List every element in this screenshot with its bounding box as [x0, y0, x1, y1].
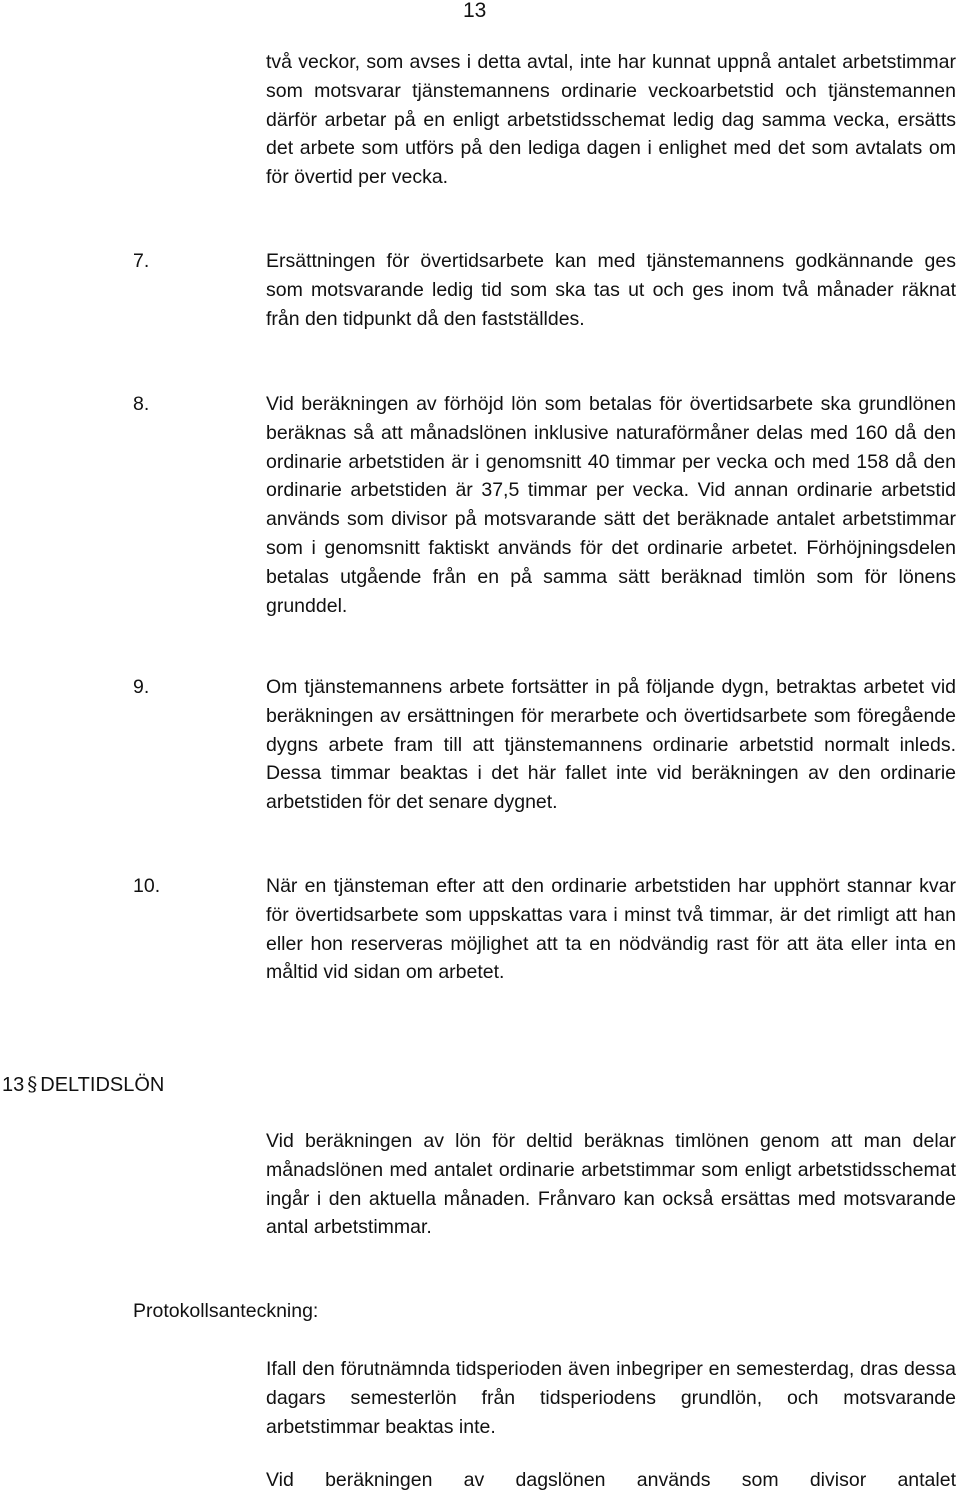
protocol-note-paragraph: Ifall den förutnämnda tidsperioden även inbegriper en semesterdag, dras dessa dagars semesterlön från tidsperiodens grundlön, och motsvarande arbetstimmar beaktas inte.	[266, 1358, 956, 1438]
item-number-9: 9.	[133, 676, 150, 698]
protocol-note-label: Protokollsanteckning:	[133, 1300, 319, 1322]
item-number-10: 10.	[133, 875, 161, 897]
section-title: DELTIDSLÖN	[40, 1074, 165, 1096]
page-number: 13	[463, 0, 487, 22]
trailing-paragraph: Vid beräkningen av dagslönen används som divisor antalet	[266, 1469, 956, 1491]
section-body-paragraph: Vid beräkningen av lön för deltid beräknas timlönen genom att man delar månadslönen med antalet ordinarie arbetstimmar som enligt arbetstidsschemat ingår i den aktuella månaden. Frånvaro kan också ersättas med motsvarande antal arbetstimmar.	[266, 1130, 956, 1239]
item-paragraph-8: Vid beräkningen av förhöjd lön som betalas för övertidsarbete ska grundlönen beräknas så att månadslönen inklusive naturaförmåner delas med 160 då den ordinarie arbetstiden är i genomsnitt 40 timmar per vecka och med 158 då den ordinarie arbetstiden är 37,5 timmar per vecka. Vid annan ordinarie arbetstid används som divisor på motsvarande sätt det beräknade antalet arbetstimmar som i genomsnitt faktiskt används för det ordinarie arbetet. Förhöjningsdelen betalas utgående från en på samma sätt beräknad timlön som för lönens grunddel.	[266, 393, 956, 617]
item-number-7: 7.	[133, 250, 150, 272]
section-sign: §	[27, 1072, 38, 1096]
continuation-paragraph: två veckor, som avses i detta avtal, inte har kunnat uppnå antalet arbetstimmar som motsvarar tjänstemannens ordinarie veckoarbetstid och tjänstemannen därför arbetar på en enligt arbetstidsschemat ledig dag samma vecka, ersätts det arbete som utförs på den lediga dagen i enlighet med det som avtalats om för övertid per vecka.	[266, 51, 956, 189]
section-heading	[2, 1070, 164, 1099]
item-paragraph-7: Ersättningen för övertidsarbete kan med tjänstemannens godkännande ges som motsvarande ledig tid som ska tas ut och ges inom två månader räknat från den tidpunkt då den fastställdes.	[266, 250, 956, 330]
item-number-8: 8.	[133, 393, 150, 415]
item-paragraph-9: Om tjänstemannens arbete fortsätter in på följande dygn, betraktas arbetet vid beräkningen av ersättningen för merarbete och övertidsarbete som föregående dygns arbete fram till att tjänstemannens ordinarie arbetstid normalt inleds. Dessa timmar beaktas i det här fallet inte vid beräkningen av den ordinarie arbetstiden för det senare dygnet.	[266, 676, 956, 814]
item-paragraph-10: När en tjänsteman efter att den ordinarie arbetstiden har upphört stannar kvar för övertidsarbete som uppskattas vara i minst två timmar, är det rimligt att han eller hon reserveras möjlighet att ta en nödvändig rast för att äta eller inta en måltid vid sidan om arbetet.	[266, 875, 956, 984]
section-number: 13	[2, 1074, 25, 1096]
